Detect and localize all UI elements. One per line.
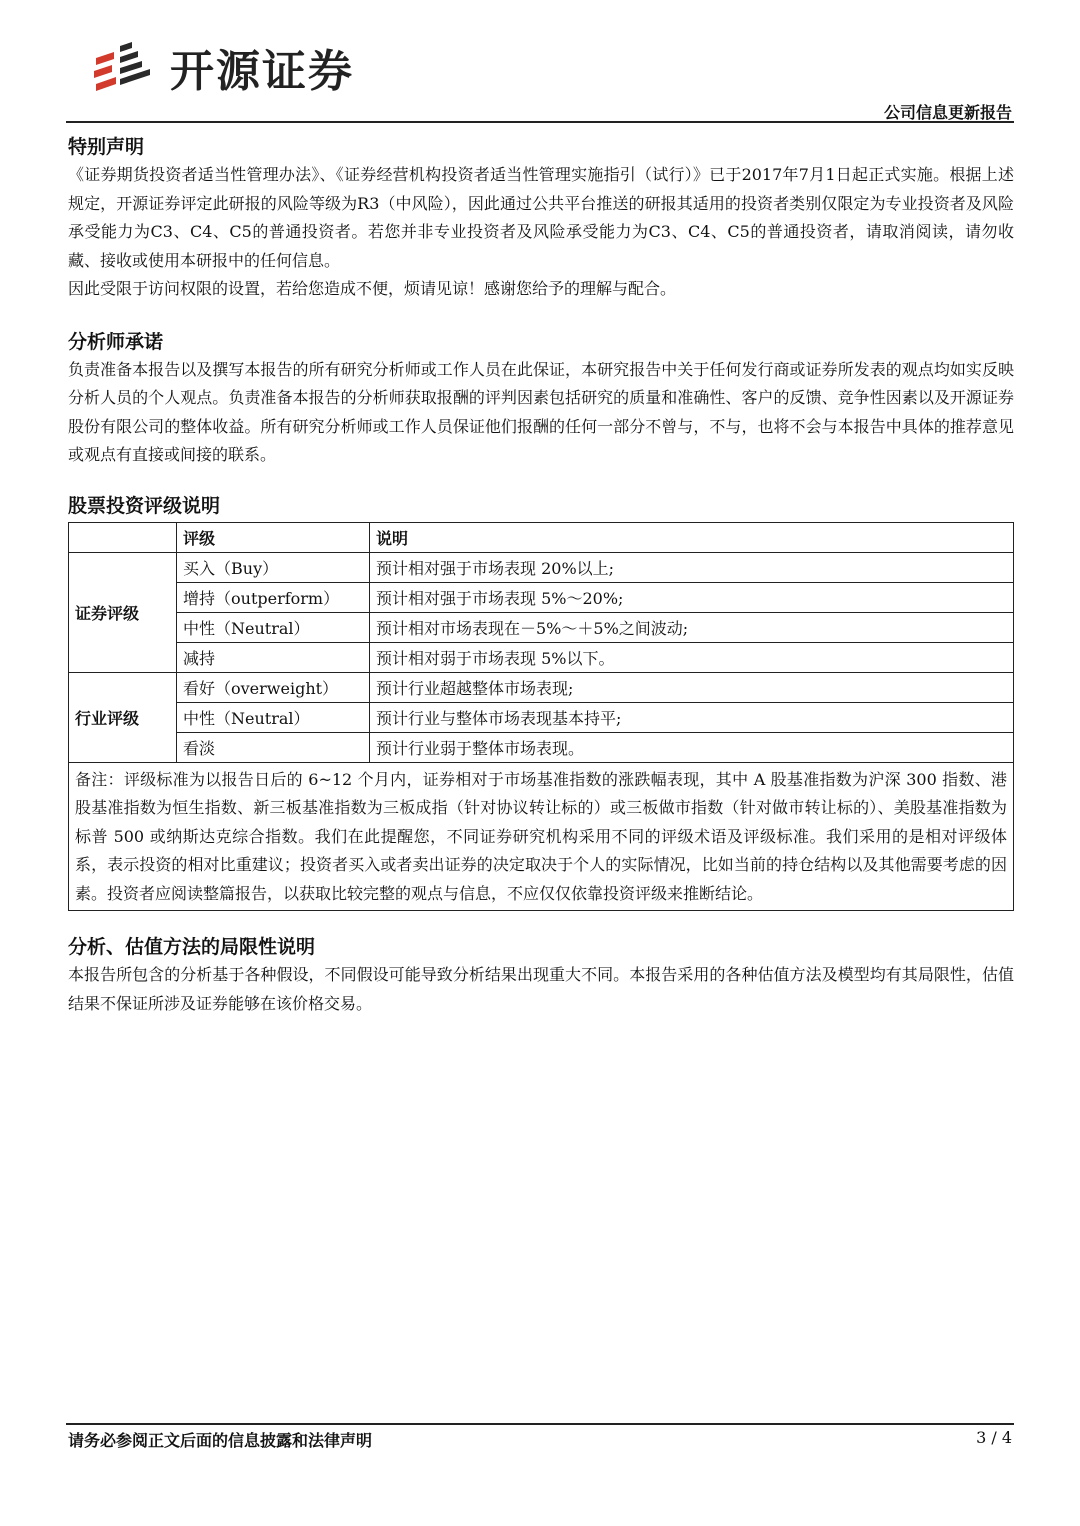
rating-category: 证券评级 [69,552,177,672]
rating-name: 增持（outperform） [177,582,370,612]
table-row [69,732,1014,762]
rating-description: 预计相对强于市场表现 5%～20%; [370,582,1014,612]
rating-description: 预计相对强于市场表现 20%以上; [370,552,1014,582]
table-row [69,672,1014,702]
report-type-label: 公司信息更新报告 [883,103,1012,122]
rating-name: 减持 [177,642,370,672]
rating-name: 中性（Neutral） [177,612,370,642]
rating-section-title: 股票投资评级说明 [68,494,221,517]
rating-name: 中性（Neutral） [177,702,370,732]
rating-description: 预计行业超越整体市场表现; [370,672,1014,702]
table-note-row [69,762,1014,911]
special-statement-paragraph: 《证券期货投资者适当性管理办法》、《证券经营机构投资者适当性管理实施指引（试行）》已于2017年7月1日起正式实施。根据上述规定，开源证券评定此研报的风险等级为R3（中风险），因此通过公共平台推送的研报其适用的投资者类别仅限定为专业投资者及风险承受能力为C3、C4、C5的普通投资者。若您并非专业投资者及风险承受能力为C3、C4、C5的普通投资者，请取消阅读，请勿收藏、接收或使用本研报中的任何信息。 [68,165,1014,270]
rating-name: 看淡 [177,732,370,762]
rating-name: 看好（overweight） [177,672,370,702]
brand-logo [92,38,354,96]
rating-description: 预计行业与整体市场表现基本持平; [370,702,1014,732]
rating-category: 行业评级 [69,672,177,762]
table-row [69,642,1014,672]
rating-name: 买入（Buy） [177,552,370,582]
special-statement-title: 特别声明 [68,136,145,158]
limitation-paragraph: 本报告所包含的分析基于各种假设，不同假设可能导致分析结果出现重大不同。本报告采用的各种估值方法及模型均有其局限性，估值结果不保证所涉及证券能够在该价格交易。 [68,965,1014,1013]
header-divider [66,121,1014,123]
analyst-commitment-title: 分析师承诺 [68,330,164,353]
brand-logo-icon [92,38,158,96]
table-header-cell: 说明 [370,522,1014,552]
page-number: 3 / 4 [976,1428,1012,1447]
rating-table [68,522,1014,912]
footer-disclaimer: 请务必参阅正文后面的信息披露和法律声明 [68,1431,373,1450]
special-statement-paragraph: 因此受限于访问权限的设置，若给您造成不便，烦请见谅！感谢您给予的理解与配合。 [68,279,677,298]
brand-name: 开源证券 [170,46,354,97]
table-header-cell [69,522,177,552]
footer-divider [66,1423,1014,1425]
rating-description: 预计行业弱于整体市场表现。 [370,732,1014,762]
rating-description: 预计相对弱于市场表现 5%以下。 [370,642,1014,672]
table-row [69,702,1014,732]
rating-note: 备注：评级标准为以报告日后的 6~12 个月内，证券相对于市场基准指数的涨跌幅表现，其中 A 股基准指数为沪深 300 指数、港股基准指数为恒生指数、新三板基准指数为三板成指（针对协议转让标的）或三板做市指数（针对做市转让标的）、美股基准指数为标普 500 或纳斯达克综合指数。我们在此提醒您，不同证券研究机构采用不同的评级术语及评级标准。我们采用的是相对评级体系，表示投资的相对比重建议；投资者买入或者卖出证券的决定取决于个人的实际情况，比如当前的持仓结构以及其他需要考虑的因素。投资者应阅读整篇报告，以获取比较完整的观点与信息，不应仅仅依靠投资评级来推断结论。 [69,762,1014,911]
table-row [69,582,1014,612]
main-content [68,133,1014,1018]
rating-description: 预计相对市场表现在－5%～＋5%之间波动; [370,612,1014,642]
table-header-row [69,522,1014,552]
table-row [69,612,1014,642]
analyst-commitment-paragraph: 负责准备本报告以及撰写本报告的所有研究分析师或工作人员在此保证，本研究报告中关于任何发行商或证券所发表的观点均如实反映分析人员的个人观点。负责准备本报告的分析师获取报酬的评判因素包括研究的质量和准确性、客户的反馈、竞争性因素以及开源证券股份有限公司的整体收益。所有研究分析师或工作人员保证他们报酬的任何一部分不曾与，不与，也将不会与本报告中具体的推荐意见或观点有直接或间接的联系。 [68,359,1014,464]
table-header-cell: 评级 [177,522,370,552]
limitation-title: 分析、估值方法的局限性说明 [68,936,316,958]
table-row [69,552,1014,582]
